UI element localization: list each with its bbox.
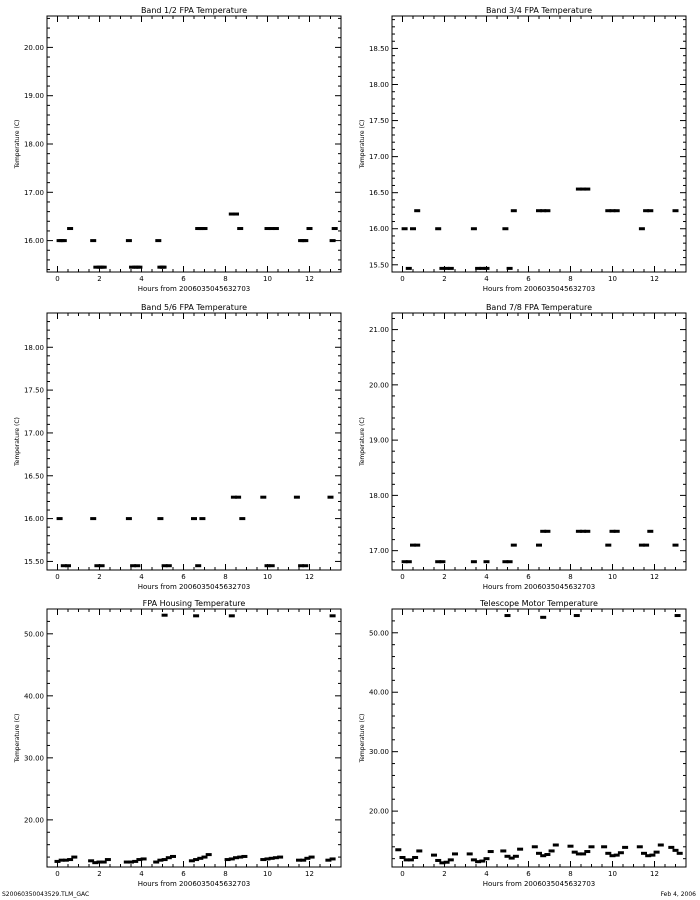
- data-point: [471, 227, 477, 230]
- y-axis-label: Temperature (C): [14, 119, 21, 169]
- data-point: [471, 560, 477, 563]
- x-tick-label: 2: [97, 275, 102, 283]
- data-point: [654, 851, 660, 854]
- data-point: [57, 517, 63, 520]
- x-tick-label: 2: [442, 870, 447, 878]
- plot-frame: [47, 609, 341, 867]
- data-point: [544, 209, 550, 212]
- y-tick-label: 15.50: [368, 261, 389, 270]
- x-tick-label: 4: [484, 870, 489, 878]
- data-point: [166, 564, 172, 567]
- x-tick-label: 12: [650, 573, 659, 581]
- data-point: [269, 564, 275, 567]
- data-point: [136, 266, 142, 269]
- y-tick-label: 20.00: [23, 43, 44, 52]
- data-point: [673, 849, 679, 852]
- data-point: [507, 267, 513, 270]
- data-point: [416, 849, 422, 852]
- x-tick-label: 10: [608, 275, 617, 283]
- data-point: [395, 848, 401, 851]
- x-tick-label: 12: [305, 573, 314, 581]
- data-point: [511, 209, 517, 212]
- data-point: [134, 564, 140, 567]
- y-tick-label: 20.00: [368, 807, 389, 816]
- data-point: [584, 530, 590, 533]
- data-point: [431, 854, 437, 857]
- x-tick-label: 0: [400, 573, 405, 581]
- data-point: [414, 209, 420, 212]
- footer-filename: S20060350043529.TLM_GAC: [2, 891, 90, 898]
- plot-frame: [47, 16, 341, 272]
- y-tick-label: 16.00: [23, 237, 44, 246]
- data-point: [141, 857, 147, 860]
- y-tick-label: 50.00: [23, 630, 44, 639]
- data-point: [412, 856, 418, 859]
- data-point: [273, 227, 279, 230]
- data-point: [260, 496, 266, 499]
- data-point: [237, 227, 243, 230]
- x-tick-label: 12: [650, 870, 659, 878]
- data-point: [511, 544, 517, 547]
- x-axis-label: Hours from 2006035045632703: [137, 285, 251, 293]
- data-point: [643, 544, 649, 547]
- y-tick-label: 21.00: [368, 326, 389, 335]
- data-point: [484, 267, 490, 270]
- plot-frame: [392, 609, 686, 867]
- x-tick-label: 6: [526, 275, 531, 283]
- x-tick-label: 6: [181, 275, 186, 283]
- plot-frame: [392, 313, 686, 570]
- y-tick-label: 18.00: [368, 491, 389, 500]
- data-point: [513, 855, 519, 858]
- y-axis-label: Temperature (C): [359, 119, 366, 169]
- x-tick-label: 10: [263, 275, 272, 283]
- y-tick-label: 16.00: [23, 515, 44, 524]
- y-axis-label: Temperature (C): [359, 417, 366, 466]
- plot-frame: [47, 313, 341, 570]
- data-point: [307, 227, 313, 230]
- y-tick-label: 16.50: [368, 189, 389, 198]
- data-point: [574, 614, 580, 617]
- data-point: [673, 209, 679, 212]
- data-point: [294, 496, 300, 499]
- data-point: [448, 267, 454, 270]
- data-point: [544, 530, 550, 533]
- data-point: [553, 844, 559, 847]
- data-point: [195, 564, 201, 567]
- data-point: [484, 857, 490, 860]
- data-point: [330, 239, 336, 242]
- y-tick-label: 19.00: [368, 436, 389, 445]
- data-point: [589, 845, 595, 848]
- data-point: [439, 560, 445, 563]
- data-point: [332, 227, 338, 230]
- y-tick-label: 17.50: [368, 117, 389, 126]
- data-point: [517, 848, 523, 851]
- data-point: [647, 209, 653, 212]
- data-point: [328, 496, 334, 499]
- x-tick-label: 12: [305, 870, 314, 878]
- x-tick-label: 4: [484, 573, 489, 581]
- x-tick-label: 0: [400, 870, 405, 878]
- data-point: [568, 845, 574, 848]
- data-point: [309, 856, 315, 859]
- x-tick-label: 8: [223, 573, 228, 581]
- chart-title: Band 5/6 FPA Temperature: [140, 303, 248, 312]
- data-point: [637, 845, 643, 848]
- data-point: [484, 560, 490, 563]
- y-tick-label: 50.00: [368, 629, 389, 638]
- data-point: [647, 530, 653, 533]
- x-tick-label: 6: [526, 870, 531, 878]
- x-tick-label: 6: [181, 870, 186, 878]
- data-point: [605, 544, 611, 547]
- data-point: [170, 855, 176, 858]
- x-tick-label: 2: [97, 573, 102, 581]
- x-tick-label: 6: [181, 573, 186, 581]
- data-point: [406, 560, 412, 563]
- data-point: [67, 227, 73, 230]
- data-point: [414, 544, 420, 547]
- data-point: [673, 544, 679, 547]
- data-point: [668, 846, 674, 849]
- y-tick-label: 17.50: [23, 386, 44, 395]
- x-tick-label: 10: [263, 870, 272, 878]
- x-tick-label: 2: [442, 275, 447, 283]
- data-point: [101, 266, 107, 269]
- y-axis-label: Temperature (C): [14, 417, 21, 466]
- x-tick-label: 12: [305, 275, 314, 283]
- data-point: [502, 227, 508, 230]
- data-point: [658, 844, 664, 847]
- data-point: [536, 544, 542, 547]
- y-tick-label: 18.00: [23, 343, 44, 352]
- x-tick-label: 2: [97, 870, 102, 878]
- x-tick-label: 10: [263, 573, 272, 581]
- x-tick-label: 8: [223, 275, 228, 283]
- data-point: [61, 239, 67, 242]
- data-point: [302, 239, 308, 242]
- data-point: [467, 852, 473, 855]
- y-tick-label: 17.00: [368, 153, 389, 162]
- data-point: [302, 564, 308, 567]
- y-tick-label: 30.00: [23, 754, 44, 763]
- data-point: [202, 227, 208, 230]
- y-axis-label: Temperature (C): [359, 713, 366, 763]
- data-point: [544, 853, 550, 856]
- x-tick-label: 4: [139, 275, 144, 283]
- data-point: [105, 858, 111, 861]
- data-point: [229, 614, 235, 617]
- y-tick-label: 17.00: [23, 188, 44, 197]
- x-tick-label: 10: [608, 870, 617, 878]
- data-point: [488, 850, 494, 853]
- data-point: [410, 227, 416, 230]
- x-axis-label: Hours from 2006035045632703: [482, 880, 596, 888]
- data-point: [435, 227, 441, 230]
- y-tick-label: 18.00: [23, 140, 44, 149]
- data-point: [649, 854, 655, 857]
- data-point: [584, 850, 590, 853]
- data-point: [540, 616, 546, 619]
- y-tick-label: 30.00: [368, 748, 389, 757]
- x-tick-label: 8: [223, 870, 228, 878]
- x-tick-label: 12: [650, 275, 659, 283]
- data-point: [622, 846, 628, 849]
- data-point: [448, 858, 454, 861]
- y-tick-label: 18.00: [368, 81, 389, 90]
- y-tick-label: 16.50: [23, 472, 44, 481]
- data-point: [155, 239, 161, 242]
- data-point: [65, 564, 71, 567]
- x-axis-label: Hours from 2006035045632703: [482, 583, 596, 591]
- data-point: [402, 227, 408, 230]
- data-point: [193, 614, 199, 617]
- data-point: [549, 849, 555, 852]
- x-tick-label: 8: [568, 870, 573, 878]
- x-tick-label: 0: [55, 573, 60, 581]
- data-point: [507, 560, 513, 563]
- plot-frame: [392, 16, 686, 272]
- data-point: [677, 852, 683, 855]
- y-tick-label: 16.00: [368, 225, 389, 234]
- data-point: [199, 517, 205, 520]
- x-tick-label: 0: [55, 870, 60, 878]
- chart-title: Telescope Motor Temperature: [480, 599, 598, 608]
- y-tick-label: 18.50: [368, 44, 389, 53]
- y-tick-label: 17.00: [368, 547, 389, 556]
- x-axis-label: Hours from 2006035045632703: [482, 285, 596, 293]
- data-point: [330, 857, 336, 860]
- data-point: [675, 614, 681, 617]
- data-point: [239, 517, 245, 520]
- y-tick-label: 20.00: [368, 381, 389, 390]
- data-point: [99, 564, 105, 567]
- x-tick-label: 4: [139, 573, 144, 581]
- y-tick-label: 19.00: [23, 92, 44, 101]
- x-tick-label: 4: [139, 870, 144, 878]
- data-point: [452, 852, 458, 855]
- data-point: [126, 239, 132, 242]
- data-point: [505, 614, 511, 617]
- data-point: [277, 856, 283, 859]
- data-point: [157, 517, 163, 520]
- data-point: [206, 853, 212, 856]
- x-axis-label: Hours from 2006035045632703: [137, 880, 251, 888]
- data-point: [584, 188, 590, 191]
- data-point: [639, 227, 645, 230]
- y-tick-label: 40.00: [23, 692, 44, 701]
- data-point: [614, 209, 620, 212]
- y-axis-label: Temperature (C): [14, 713, 21, 763]
- chart-title: Band 3/4 FPA Temperature: [485, 6, 593, 15]
- x-tick-label: 2: [442, 573, 447, 581]
- data-point: [235, 496, 241, 499]
- y-tick-label: 20.00: [23, 816, 44, 825]
- data-point: [191, 517, 197, 520]
- data-point: [614, 530, 620, 533]
- x-tick-label: 8: [568, 275, 573, 283]
- x-tick-label: 6: [526, 573, 531, 581]
- y-tick-label: 17.00: [23, 429, 44, 438]
- data-point: [90, 239, 96, 242]
- y-tick-label: 15.50: [23, 557, 44, 566]
- y-tick-label: 40.00: [368, 688, 389, 697]
- x-tick-label: 0: [400, 275, 405, 283]
- footer-date: Feb 4, 2006: [660, 891, 696, 898]
- data-point: [241, 855, 247, 858]
- data-point: [406, 267, 412, 270]
- data-point: [601, 845, 607, 848]
- data-point: [500, 849, 506, 852]
- data-point: [532, 845, 538, 848]
- chart-title: Band 7/8 FPA Temperature: [485, 303, 593, 312]
- x-axis-label: Hours from 2006035045632703: [137, 583, 251, 591]
- data-point: [233, 213, 239, 216]
- x-tick-label: 8: [568, 573, 573, 581]
- chart-title: Band 1/2 FPA Temperature: [140, 6, 248, 15]
- data-point: [618, 851, 624, 854]
- data-point: [71, 856, 77, 859]
- data-point: [126, 517, 132, 520]
- data-point: [90, 517, 96, 520]
- x-tick-label: 4: [484, 275, 489, 283]
- data-point: [330, 614, 336, 617]
- x-tick-label: 10: [608, 573, 617, 581]
- chart-title: FPA Housing Temperature: [142, 599, 246, 608]
- x-tick-label: 0: [55, 275, 60, 283]
- data-point: [162, 614, 168, 617]
- data-point: [161, 266, 167, 269]
